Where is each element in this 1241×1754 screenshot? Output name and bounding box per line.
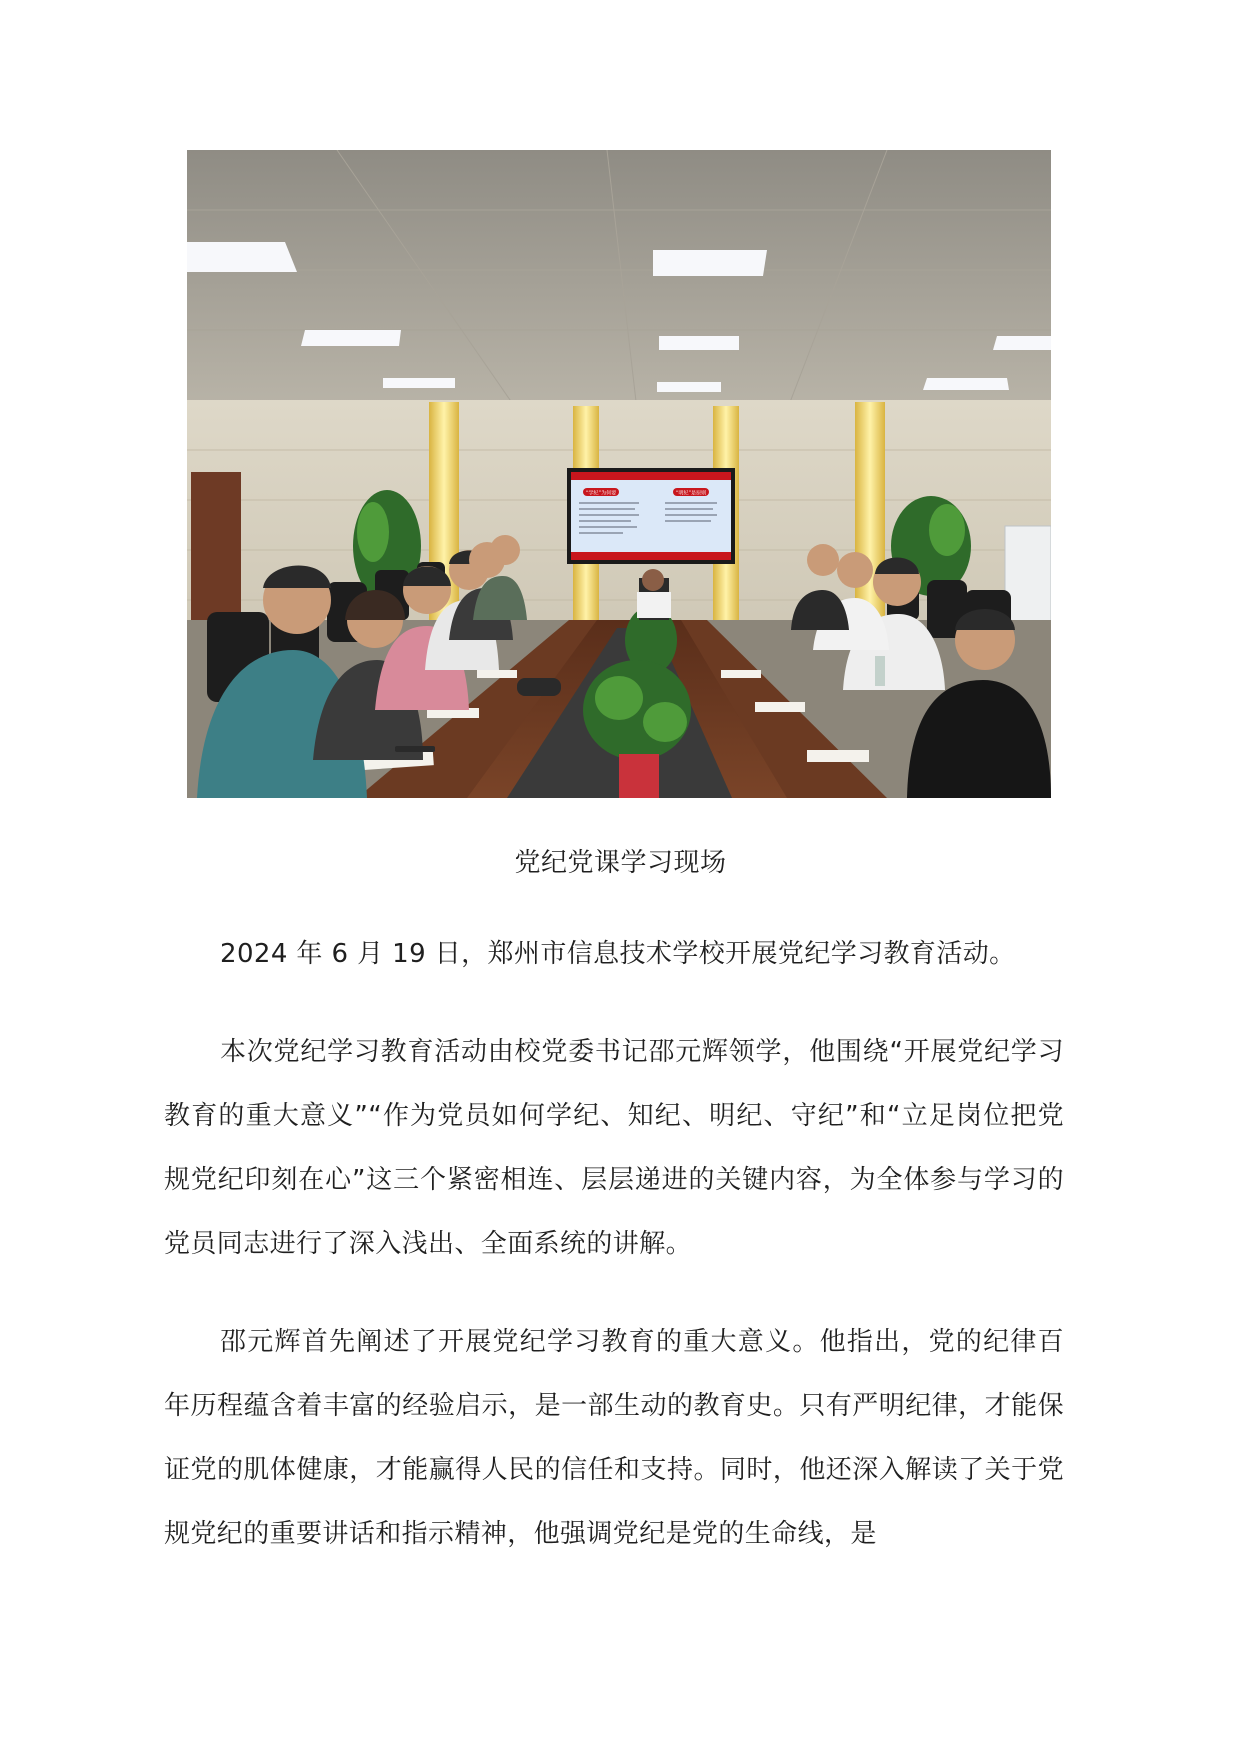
paragraph-intro: 2024 年 6 月 19 日，郑州市信息技术学校开展党纪学习教育活动。: [220, 939, 1016, 969]
slide-left-heading: “学纪”为何要: [585, 490, 617, 497]
paragraph-significance: 邵元辉首先阐述了开展党纪学习教育的重大意义。他指出，党的纪律百年历程蕴含着丰富的经验启示，是一部生动的教育史。只有严明纪律，才能保证党的肌体健康，才能赢得人民的信任和支持。同时，他还深入解读了关于党规党纪的重要讲话和指示精神，他强调党纪是党的生命线，是: [164, 1327, 1064, 1549]
paragraph-lecture-overview: 本次党纪学习教育活动由校党委书记邵元辉领学，他围绕“开展党纪学习教育的重大意义”“作为党员如何学纪、知纪、明纪、守纪”和“立足岗位把党规党纪印刻在心”这三个紧密相连、层层递进的关键内容，为全体参与学习的党员同志进行了深入浅出、全面系统的讲解。: [164, 1037, 1064, 1259]
meeting-photo: [187, 150, 1051, 798]
photo-caption: 党纪党课学习现场: [514, 848, 727, 878]
slide-right-heading: “明纪”是原则: [675, 490, 707, 497]
